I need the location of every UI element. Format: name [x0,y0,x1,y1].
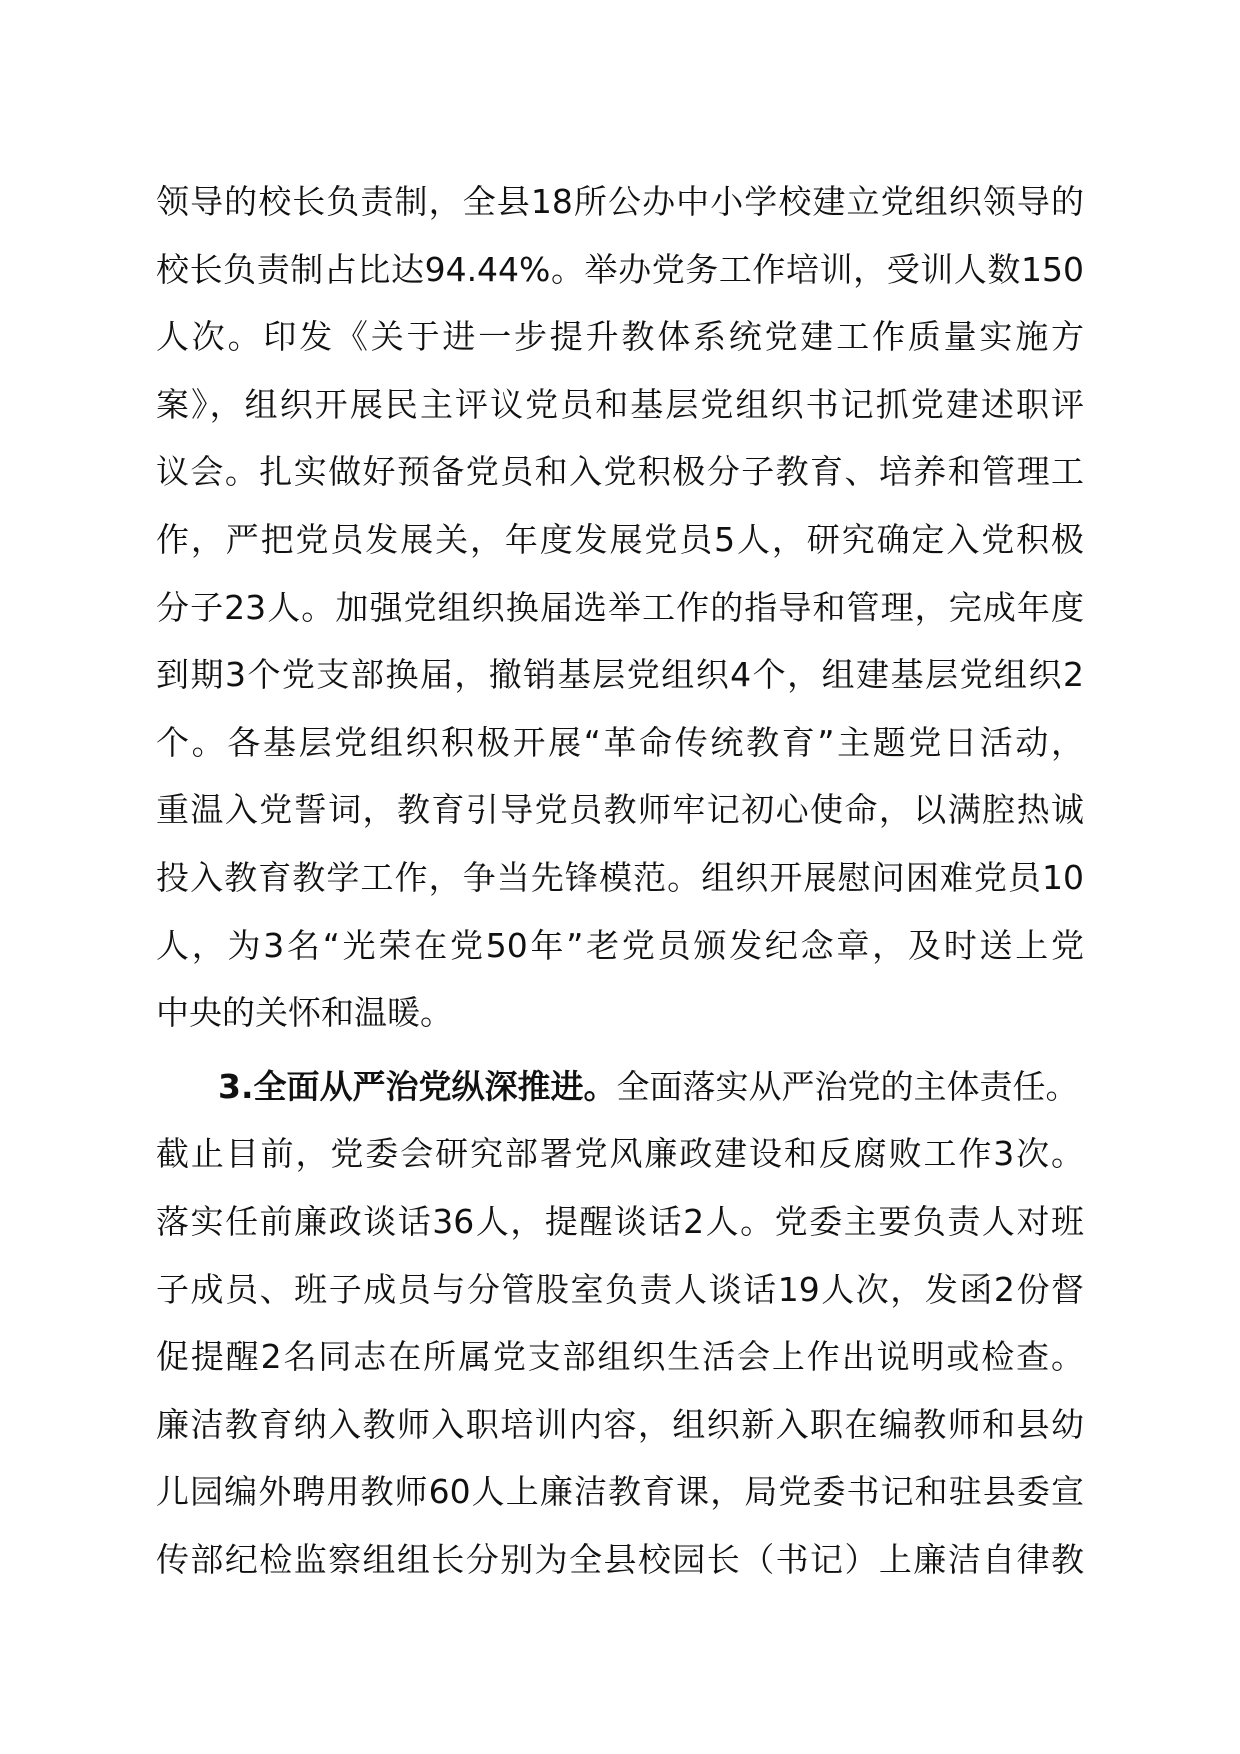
text-line: 传部纪检监察组组长分别为全县校园长（书记）上廉洁自律教 [156,1539,1084,1579]
text-line: 重温入党誓词，教育引导党员教师牢记初心使命，以满腔热诚 [156,790,1084,830]
text-line: 作，严把党员发展关，年度发展党员5人，研究确定入党积极 [156,519,1084,559]
section-first-line [156,1053,1084,1121]
section-heading-rest: 全面落实从严治党的主体责任。 [616,1066,1079,1106]
text-line: 议会。扎实做好预备党员和入党积极分子教育、培养和管理工 [156,452,1084,492]
text-line: 领导的校长负责制，全县18所公办中小学校建立党组织领导的 [156,182,1084,221]
text-line: 截止目前，党委会研究部署党风廉政建设和反腐败工作3次。 [156,1134,1084,1174]
text-line: 投入教育教学工作，争当先锋模范。组织开展慰问困难党员10 [156,857,1084,897]
text-line: 人，为3名“光荣在党50年”老党员颁发纪念章，及时送上党 [156,925,1084,965]
text-line: 案》，组织开展民主评议党员和基层党组织书记抓党建述职评 [156,384,1084,424]
text-line: 子成员、班子成员与分管股室负责人谈话19人次，发函2份督 [156,1269,1084,1309]
text-line: 落实任前廉政谈话36人，提醒谈话2人。党委主要负责人对班 [156,1201,1084,1241]
document-page [156,168,1084,1593]
text-line: 廉洁教育纳入教师入职培训内容，组织新入职在编教师和县幼 [156,1404,1084,1444]
paragraph-strict-governance [156,1053,1084,1594]
text-line: 儿园编外聘用教师60人上廉洁教育课，局党委书记和驻县委宣 [156,1472,1084,1512]
text-line: 个。各基层党组织积极开展“革命传统教育”主题党日活动， [156,722,1084,762]
text-line-last: 中央的关怀和温暖。 [156,993,453,1033]
section-heading: 3.全面从严治党纵深推进。 [218,1066,617,1106]
text-line: 到期3个党支部换届，撤销基层党组织4个，组建基层党组织2 [156,655,1084,695]
paragraph-party-building [156,168,1084,1047]
text-line: 分子23人。加强党组织换届选举工作的指导和管理，完成年度 [156,587,1084,627]
text-line: 人次。印发《关于进一步提升教体系统党建工作质量实施方 [156,317,1084,357]
text-line: 校长负责制占比达94.44%。举办党务工作培训，受训人数150 [156,249,1084,289]
text-line: 促提醒2名同志在所属党支部组织生活会上作出说明或检查。 [156,1337,1084,1377]
